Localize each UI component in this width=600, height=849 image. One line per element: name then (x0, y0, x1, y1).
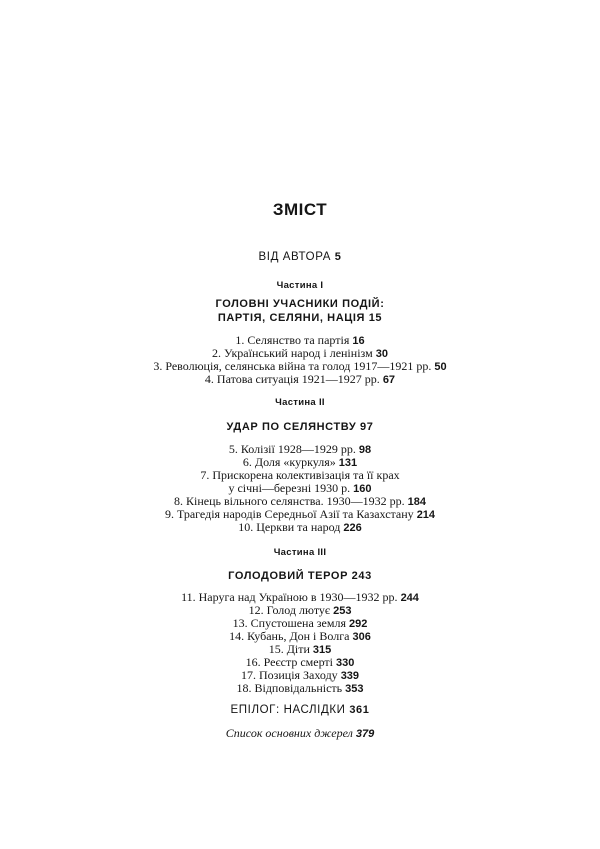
part-2-label: Частина II (275, 397, 325, 408)
part-1-heading-line-2: ПАРТІЯ, СЕЛЯНИ, НАЦІЯ 15 (217, 312, 383, 324)
chapter-5: 5. Колізії 1928—1929 рр. 98 (228, 442, 372, 456)
part-1-heading-line-1: ГОЛОВНІ УЧАСНИКИ ПОДІЙ: (215, 298, 385, 310)
chapter-13: 13. Спустошена земля 292 (232, 616, 368, 630)
chapter-8: 8. Кінець вільного селянства. 1930—1932 рр. 184 (174, 494, 426, 508)
chapter-15: 15. Діти 315 (268, 642, 332, 656)
part-3-page: 243 (351, 570, 372, 582)
preface-label: ВІД АВТОРА (258, 251, 331, 263)
chapter-6: 6. Доля «куркуля» 131 (242, 455, 358, 469)
chapter-4: 4. Патова ситуація 1921—1927 рр. 67 (204, 372, 396, 386)
chapter-18: 18. Відповідальність 353 (236, 681, 364, 695)
epilogue-entry (0, 704, 600, 716)
part-3-label: Частина III (273, 547, 327, 558)
sources-entry (0, 726, 600, 741)
part-3-heading: ГОЛОДОВИЙ ТЕРОР 243 (228, 570, 372, 582)
sources-page: 379 (355, 728, 375, 740)
preface-entry (0, 251, 600, 263)
chapter-1: 1. Селянство та партія 16 (235, 333, 365, 347)
chapter-11: 11. Наруга над Україною в 1930—1932 рр. 244 (181, 590, 419, 604)
part-1-page: 15 (368, 312, 383, 324)
part-2-page: 97 (360, 421, 374, 433)
chapter-3: 3. Революція, селянська війна та голод 1917—1921 рр. 50 (153, 359, 447, 373)
chapter-9: 9. Трагедія народів Середньої Азії та Казахстану 214 (164, 507, 436, 521)
chapter-14: 14. Кубань, Дон і Волга 306 (229, 629, 371, 643)
chapter-16: 16. Реєстр смерті 330 (245, 655, 355, 669)
chapter-2: 2. Український народ і ленінізм 30 (212, 346, 388, 360)
part-1-label: Частина I (276, 280, 324, 291)
chapter-7-line-2: у січні—березні 1930 р. 160 (228, 481, 372, 495)
preface-page: 5 (334, 251, 342, 263)
chapter-17: 17. Позиція Заходу 339 (240, 668, 360, 682)
chapter-10: 10. Церкви та народ 226 (238, 520, 362, 534)
part-2-heading: УДАР ПО СЕЛЯНСТВУ 97 (226, 421, 374, 433)
chapter-7-line-1: 7. Прискорена колективізація та її крах (200, 468, 400, 482)
sources-label: Список основних джерел (225, 726, 353, 740)
epilogue-label: ЕПІЛОГ: НАСЛІДКИ (230, 704, 346, 716)
chapter-12: 12. Голод лютує 253 (248, 603, 352, 617)
epilogue-page: 361 (349, 704, 370, 716)
page-title: ЗМІСТ (272, 200, 328, 219)
